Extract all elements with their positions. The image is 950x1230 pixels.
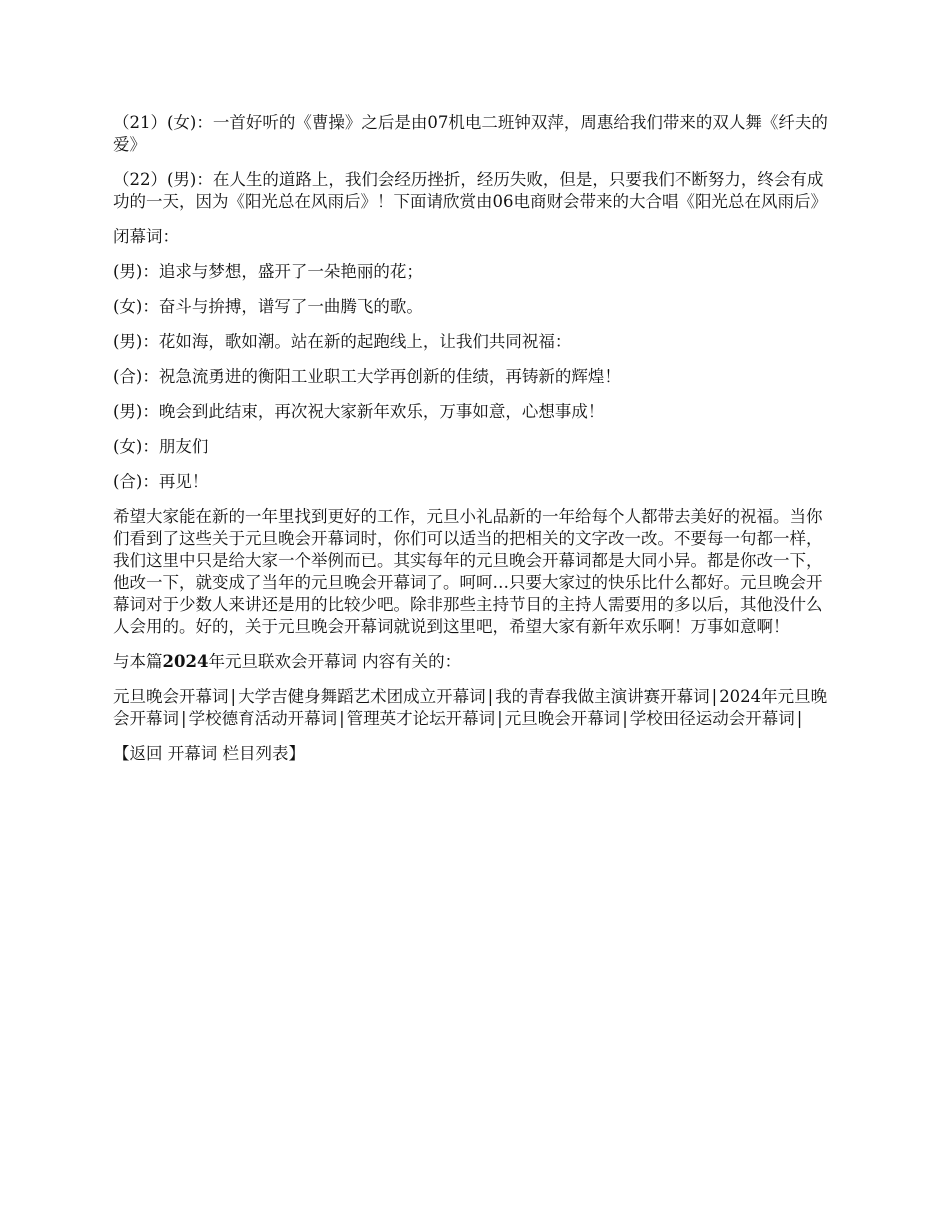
related-link[interactable]: 管理英才论坛开幕词	[346, 709, 496, 728]
link-separator: |	[487, 687, 494, 706]
closing-line-2: (女)：奋斗与拚搏，谱写了一曲腾飞的歌。	[113, 297, 423, 316]
closing-line-3: (男)：花如海，歌如潮。站在新的起跑线上，让我们共同祝福：	[113, 332, 572, 351]
related-link[interactable]: 2024年元旦晚会开幕词	[113, 687, 828, 728]
related-link[interactable]: 元旦晚会开幕词	[113, 687, 229, 706]
link-separator: |	[339, 709, 345, 728]
back-to-list-link[interactable]: 【返回 开幕词 栏目列表】	[113, 744, 305, 763]
closing-line-7: (合)：再见！	[113, 472, 209, 491]
closing-line-1: (男)：追求与梦想，盛开了一朵艳丽的花；	[113, 262, 423, 281]
paragraph-21: （21）(女)：一首好听的《曹操》之后是由07机电二班钟双萍，周惠给我们带来的双人舞《纤夫的爱》	[113, 113, 828, 154]
document-body	[113, 112, 835, 778]
related-title-year: 2024	[162, 652, 209, 671]
closing-line-4: (合)：祝急流勇进的衡阳工业职工大学再创新的佳绩，再铸新的辉煌！	[113, 367, 621, 386]
summary-paragraph: 希望大家能在新的一年里找到更好的工作，元旦小礼品新的一年给每个人都带去美好的祝福。当你们看到了这些关于元旦晚会开幕词时，你们可以适当的把相关的文字改一改。不要每一句都一样，我们这里中只是给大家一个举例而已。其实每年的元旦晚会开幕词都是大同小异。都是你改一下，他改一下，就变成了当年的元旦晚会开幕词了。呵呵…只要大家过的快乐比什么都好。元旦晚会开幕词对于少数人来讲还是用的比较少吧。除非那些主持节目的主持人需要用的多以后，其他没什么人会用的。好的，关于元旦晚会开幕词就说到这里吧，希望大家有新年欢乐啊！万事如意啊！	[113, 507, 823, 636]
link-separator: |	[622, 709, 628, 728]
related-title-prefix: 与本篇	[113, 652, 163, 671]
closing-heading: 闭幕词：	[113, 227, 179, 246]
related-link[interactable]: 我的青春我做主演讲赛开幕词	[495, 687, 710, 706]
link-separator: |	[181, 709, 187, 728]
related-links	[113, 686, 835, 730]
closing-line-5: (男)：晚会到此结束，再次祝大家新年欢乐，万事如意，心想事成！	[113, 402, 605, 421]
link-separator: |	[497, 709, 503, 728]
paragraph-22: （22）(男)：在人生的道路上，我们会经历挫折，经历失败，但是，只要我们不断努力，终会有成功的一天，因为《阳光总在风雨后》！下面请欣赏由06电商财会带来的大合唱《阳光总在风雨后》	[113, 170, 827, 211]
related-title-suffix: 年元旦联欢会开幕词 内容有关的：	[208, 652, 462, 671]
related-title	[113, 651, 835, 673]
link-separator: |	[711, 687, 718, 706]
related-link[interactable]: 学校田径运动会开幕词	[629, 709, 795, 728]
related-link[interactable]: 元旦晚会开幕词	[504, 709, 621, 728]
related-link[interactable]: 大学吉健身舞蹈艺术团成立开幕词	[238, 687, 486, 706]
related-link[interactable]: 学校德育活动开幕词	[188, 709, 338, 728]
closing-line-6: (女)：朋友们	[113, 437, 209, 456]
link-separator: |	[230, 687, 237, 706]
link-separator: |	[796, 709, 803, 728]
